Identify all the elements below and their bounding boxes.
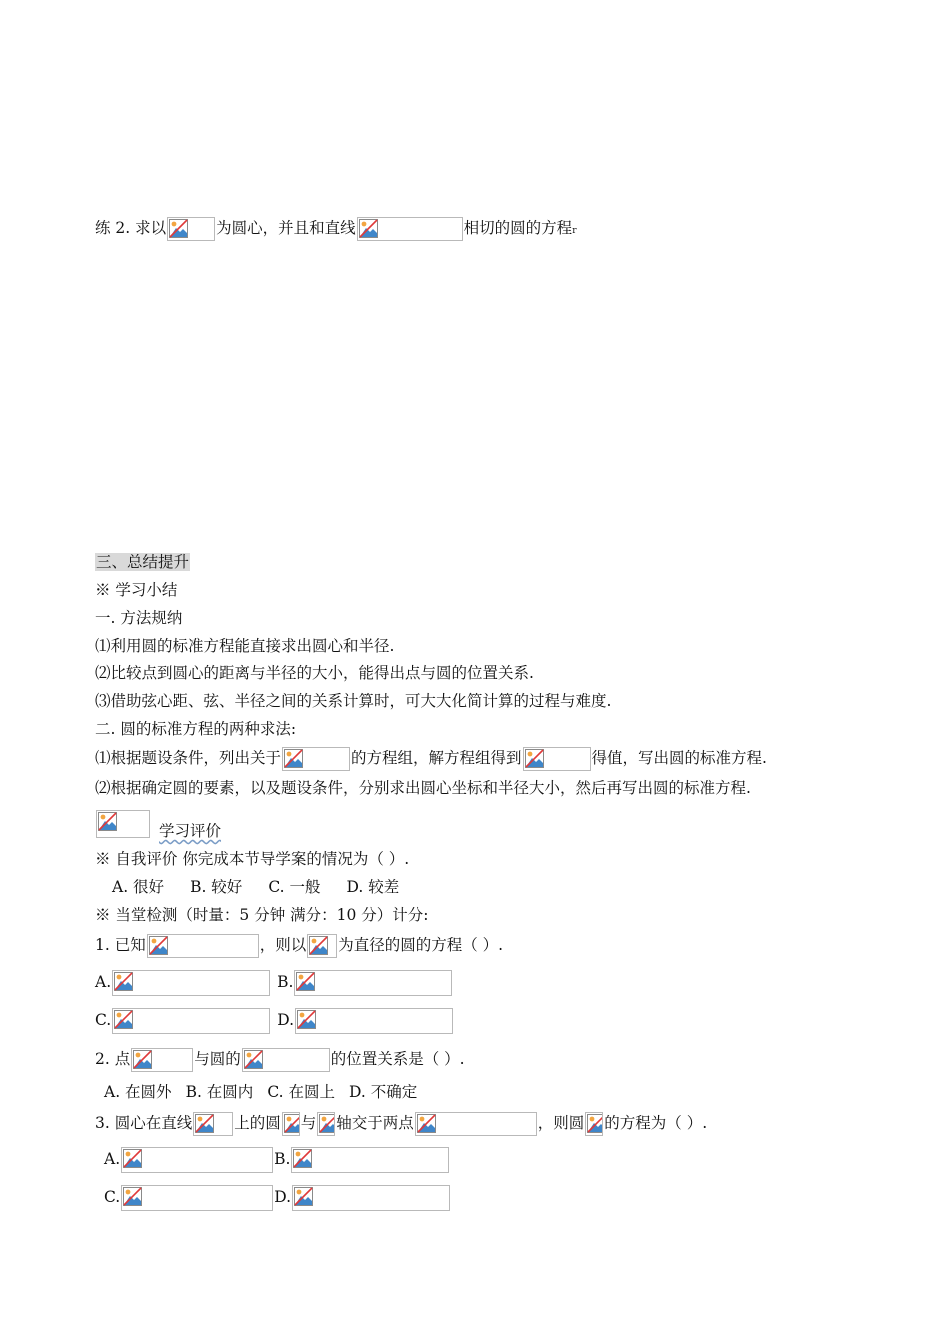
broken-image-icon xyxy=(295,1008,453,1034)
summary-heading-text: 三、总结提升 xyxy=(96,553,190,571)
broken-image-icon xyxy=(317,1112,335,1136)
two-methods-title: 二. 圆的标准方程的两种求法: xyxy=(95,720,297,738)
q3-option-d-label: D. xyxy=(274,1188,292,1206)
option-d: D. 较差 xyxy=(346,878,400,896)
q3-text-f: 的方程为（ ）. xyxy=(604,1114,708,1132)
q2-text-b: 与圆的 xyxy=(194,1050,241,1068)
practice-2-text-1: 练 2. 求以 xyxy=(95,219,167,237)
q1-stem xyxy=(95,933,503,957)
broken-image-icon xyxy=(112,1008,270,1034)
q3-text-d: 轴交于两点 xyxy=(336,1114,414,1132)
q1-option-c-label: C. xyxy=(95,1011,112,1029)
broken-image-icon xyxy=(294,970,452,996)
option-a: A. 很好 xyxy=(112,878,165,896)
q1-text-c: 为直径的圆的方程（ ）. xyxy=(338,936,504,954)
option-c: C. 一般 xyxy=(268,878,321,896)
summary-heading xyxy=(95,550,190,574)
q3-options-cd xyxy=(104,1185,451,1209)
methods-title: 一. 方法规纳 xyxy=(95,609,183,627)
q3-text-e: ，则圆 xyxy=(537,1114,585,1132)
broken-image-icon xyxy=(96,810,150,838)
broken-image-icon xyxy=(357,217,463,241)
study-summary: ※ 学习小结 xyxy=(95,581,178,599)
method-1-text-c: 得值，写出圆的标准方程. xyxy=(591,749,767,767)
q3-option-a-label: A. xyxy=(104,1150,121,1168)
broken-image-icon xyxy=(242,1048,330,1072)
practice-2-text-3: 相切的圆的方程 xyxy=(463,219,573,237)
practice-2-text-2: 为圆心，并且和直线 xyxy=(216,219,356,237)
q1-option-b-label: B. xyxy=(277,973,294,991)
method-item: ⑶借助弦心距、弦、半径之间的关系计算时，可大大化简计算的过程与难度. xyxy=(95,692,612,710)
self-eval-options xyxy=(112,875,399,899)
broken-image-icon xyxy=(282,747,350,771)
q2-text-c: 的位置关系是（ ）. xyxy=(330,1050,465,1068)
evaluation-title-line xyxy=(95,810,221,838)
q3-text-c: 与 xyxy=(300,1114,317,1132)
q3-options-ab xyxy=(104,1147,450,1171)
q1-options-cd xyxy=(95,1008,454,1032)
q3-option-c-label: C. xyxy=(104,1188,121,1206)
option-b: B. 较好 xyxy=(190,878,243,896)
broken-image-icon xyxy=(523,747,591,771)
broken-image-icon xyxy=(585,1112,603,1136)
quiz-header: ※ 当堂检测（时量：5 分钟 满分：10 分）计分: xyxy=(95,906,429,924)
practice-2-line xyxy=(95,216,577,240)
method-1-line xyxy=(95,746,767,770)
broken-image-icon xyxy=(193,1112,233,1136)
broken-image-icon xyxy=(307,934,337,958)
q2-options xyxy=(104,1080,417,1104)
q1-text-a: 1. 已知 xyxy=(95,936,146,954)
broken-image-icon xyxy=(292,1185,450,1211)
method-item: ⑵比较点到圆心的距离与半径的大小，能得出点与圆的位置关系. xyxy=(95,664,534,682)
paragraph-mark: r xyxy=(572,226,577,236)
broken-image-icon xyxy=(112,970,270,996)
broken-image-icon xyxy=(121,1185,273,1211)
method-item: ⑴利用圆的标准方程能直接求出圆心和半径. xyxy=(95,637,395,655)
broken-image-icon xyxy=(147,934,259,958)
q2-option-c: C. 在圆上 xyxy=(267,1083,335,1101)
q3-text-a: 3. 圆心在直线 xyxy=(95,1114,193,1132)
q3-option-b-label: B. xyxy=(274,1150,291,1168)
method-1-text-a: ⑴根据题设条件，列出关于 xyxy=(95,749,282,767)
q2-stem xyxy=(95,1047,465,1071)
evaluation-title: 学习评价 xyxy=(159,822,222,840)
broken-image-icon xyxy=(415,1112,537,1136)
self-eval: ※ 自我评价 你完成本节导学案的情况为（ ）. xyxy=(95,850,410,868)
broken-image-icon xyxy=(291,1147,449,1173)
q2-option-b: B. 在圆内 xyxy=(185,1083,254,1101)
q3-stem xyxy=(95,1111,707,1135)
broken-image-icon xyxy=(282,1112,300,1136)
q2-option-d: D. 不确定 xyxy=(348,1083,418,1101)
broken-image-icon xyxy=(131,1048,193,1072)
method-1-text-b: 的方程组，解方程组得到 xyxy=(351,749,522,767)
method-2-line: ⑵根据确定圆的要素，以及题设条件，分别求出圆心坐标和半径大小，然后再写出圆的标准方程. xyxy=(95,779,751,797)
q2-option-a: A. 在圆外 xyxy=(104,1083,172,1101)
q1-option-a-label: A. xyxy=(95,973,112,991)
q2-text-a: 2. 点 xyxy=(95,1050,131,1068)
broken-image-icon xyxy=(121,1147,273,1173)
q3-text-b: 上的圆 xyxy=(234,1114,281,1132)
q1-option-d-label: D. xyxy=(277,1011,295,1029)
q1-options-ab xyxy=(95,970,453,994)
q1-text-b: ，则以 xyxy=(259,936,307,954)
broken-image-icon xyxy=(167,217,215,241)
